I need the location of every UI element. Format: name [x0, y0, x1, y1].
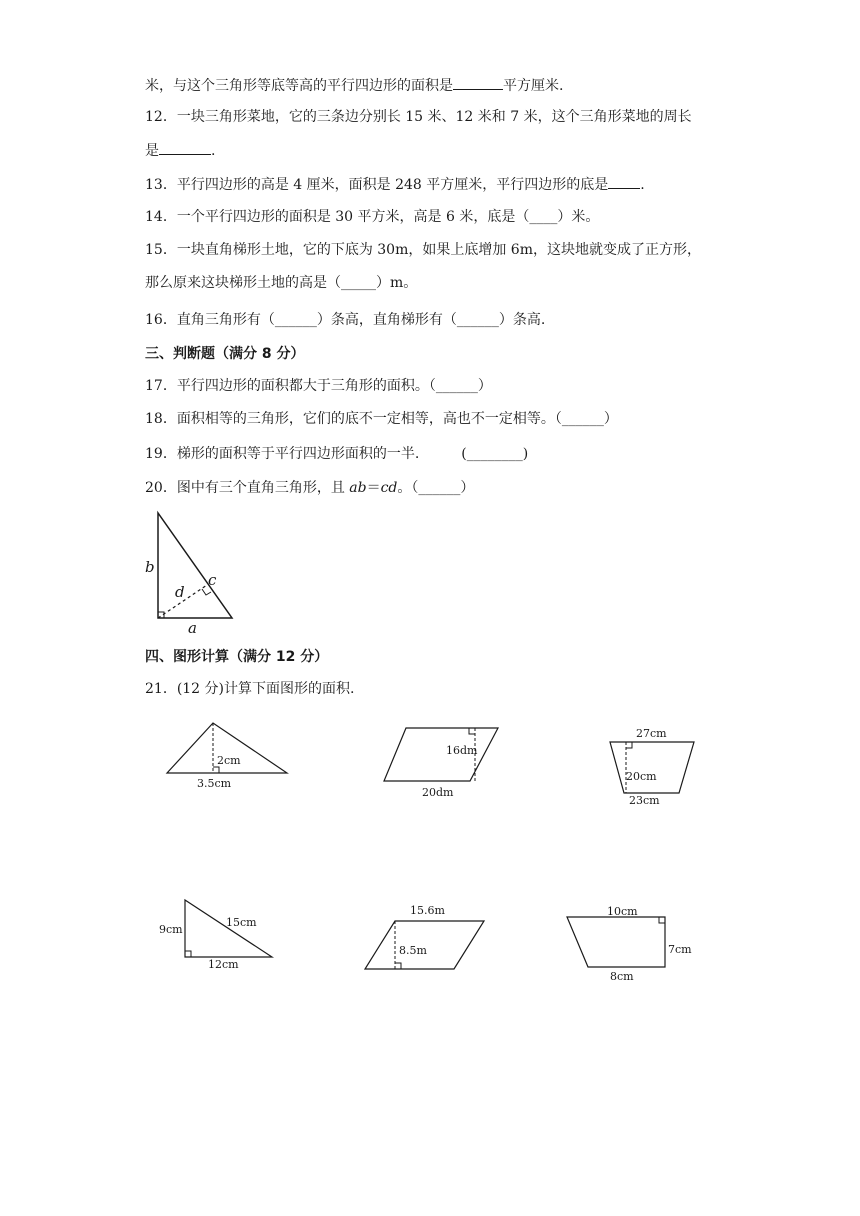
top-label: 10cm	[607, 905, 638, 918]
q11-continuation	[145, 75, 563, 96]
trapezoid-outline	[567, 917, 665, 967]
q17-text: 17．平行四边形的面积都大于三角形的面积。（______）	[145, 378, 492, 394]
right-angle-mark	[213, 767, 219, 773]
question-13	[145, 174, 645, 195]
section-4-heading	[145, 647, 328, 667]
q12-period: .	[211, 143, 216, 159]
bottom-label: 8cm	[610, 970, 634, 983]
trapezoid-figure-1	[605, 724, 700, 808]
label-c: c	[208, 571, 217, 589]
q12-text-2: 是	[145, 143, 159, 159]
q13-text: 13．平行四边形的高是 4 厘米，面积是 248 平方厘米，平行四边形的底是	[145, 177, 609, 193]
height-label: 2cm	[217, 754, 241, 767]
parallelogram-figure-1	[378, 722, 503, 800]
right-angle-mark	[469, 728, 475, 734]
question-17	[145, 376, 492, 396]
top-label: 15.6m	[410, 904, 445, 917]
question-15-line2	[145, 273, 417, 293]
question-19	[145, 444, 528, 464]
q20-right-triangle-figure	[140, 505, 250, 635]
right-angle-mark	[395, 963, 401, 969]
trapezoid-outline	[610, 742, 694, 793]
q21-text: 21．(12 分)计算下面图形的面积.	[145, 681, 355, 697]
q20-tail: 。（______）	[397, 480, 475, 496]
height-label: 8.5m	[399, 944, 427, 957]
q19-text: 19．梯形的面积等于平行四边形面积的一半.	[145, 446, 420, 462]
section-3-title: 三、判断题（满分 8 分）	[145, 346, 305, 362]
parallelogram-figure-2	[355, 900, 490, 976]
base-label: 20dm	[422, 786, 454, 799]
q13-period: .	[640, 177, 645, 193]
base-label: 12cm	[208, 958, 239, 971]
question-16	[145, 310, 545, 330]
q20-cd: cd	[380, 480, 398, 496]
q20-eq: ＝	[366, 480, 381, 496]
trapezoid-figure-2	[562, 902, 697, 984]
label-b: b	[145, 558, 155, 576]
triangle-figure-2	[156, 896, 281, 972]
triangle-outline	[158, 513, 232, 618]
q12-text: 12．一块三角形菜地，它的三条边分别长 15 米、12 米和 7 米，这个三角形菜地的周长	[145, 109, 692, 125]
q18-text: 18．面积相等的三角形，它们的底不一定相等，高也不一定相等。（______）	[145, 411, 618, 427]
q20-ab: ab	[349, 480, 367, 496]
q16-text: 16．直角三角形有（______）条高，直角梯形有（______）条高.	[145, 312, 546, 328]
answer-blank[interactable]	[608, 174, 640, 189]
triangle-figure-1	[160, 716, 295, 794]
right-side-label: 7cm	[668, 943, 692, 956]
hypotenuse-label: 15cm	[226, 916, 257, 929]
base-label: 3.5cm	[197, 777, 232, 790]
section-4-title: 四、图形计算（满分 12 分）	[145, 649, 329, 665]
question-14	[145, 207, 599, 227]
q19-answer[interactable]: (________)	[461, 446, 529, 462]
bottom-label: 23cm	[629, 794, 660, 807]
q20-text: 20．图中有三个直角三角形，且	[145, 480, 345, 496]
section-3-heading	[145, 344, 305, 364]
q15-text: 15．一块直角梯形土地，它的下底为 30m，如果上底增加 6m，这块地就变成了正方形，	[145, 242, 701, 258]
top-label: 27cm	[636, 727, 667, 740]
height-label: 16dm	[446, 744, 478, 757]
q15-text-2: 那么原来这块梯形土地的高是（_____）m。	[145, 275, 418, 291]
answer-blank[interactable]	[453, 75, 503, 90]
question-12	[145, 107, 692, 127]
q11-text: 米，与这个三角形等底等高的平行四边形的面积是	[145, 78, 453, 94]
question-12-line2	[145, 140, 215, 161]
q14-text: 14．一个平行四边形的面积是 30 平方米，高是 6 米，底是（____）米。	[145, 209, 600, 225]
right-angle-mark	[626, 742, 632, 748]
parallelogram-outline	[384, 728, 498, 781]
left-side-label: 9cm	[159, 923, 183, 936]
q11-unit: 平方厘米.	[503, 78, 564, 94]
question-20	[145, 478, 474, 498]
height-label: 20cm	[626, 770, 657, 783]
question-18	[145, 409, 618, 429]
right-angle-mark	[185, 951, 191, 957]
right-angle-mark	[202, 589, 211, 595]
label-d: d	[175, 583, 185, 601]
question-21	[145, 679, 354, 699]
label-a: a	[188, 619, 197, 635]
question-15	[145, 240, 701, 260]
right-angle-mark	[659, 917, 665, 923]
answer-blank[interactable]	[159, 140, 211, 155]
